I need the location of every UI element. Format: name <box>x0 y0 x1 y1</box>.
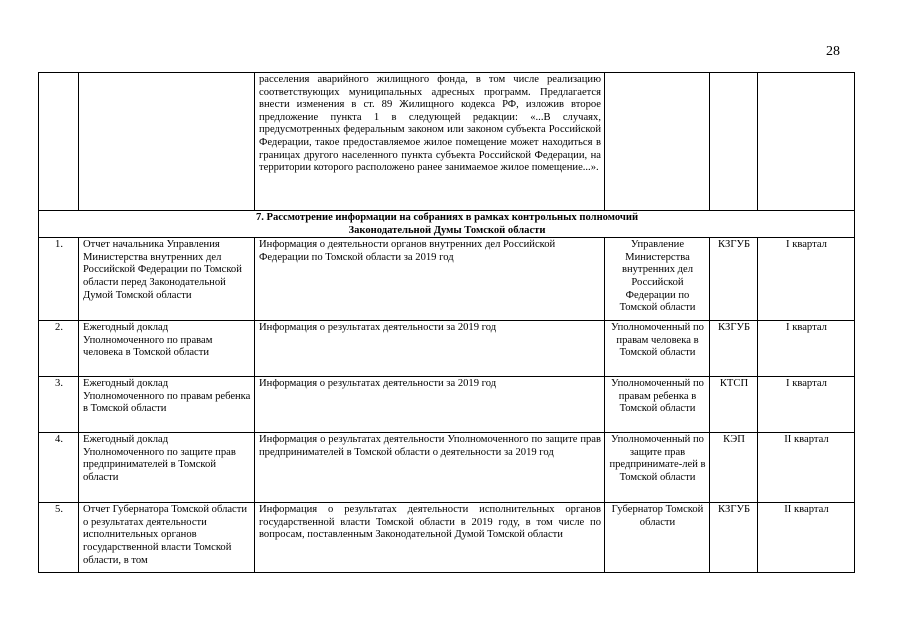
row-responsible: Уполномоченный по защите прав предпринимате-лей в Томской области <box>605 433 710 503</box>
row-committee: КЗГУБ <box>710 321 758 377</box>
row-title: Ежегодный доклад Уполномоченного по правам человека в Томской области <box>79 321 255 377</box>
row-period: I квартал <box>758 321 855 377</box>
table-row <box>39 238 855 321</box>
row-number: 2. <box>39 321 79 377</box>
row-number: 3. <box>39 377 79 433</box>
row-responsible: Управление Министерства внутренних дел Российской Федерации по Томской области <box>605 238 710 321</box>
row-number: 1. <box>39 238 79 321</box>
section-title-line2: Законодательной Думы Томской области <box>348 224 546 236</box>
section-header-row <box>39 211 855 238</box>
row-title: Ежегодный доклад Уполномоченного по правам ребенка в Томской области <box>79 377 255 433</box>
row-responsible: Уполномоченный по правам человека в Томской области <box>605 321 710 377</box>
row-content: Информация о результатах деятельности Уполномоченного по защите прав предпринимателей в Томской области о деятельности за 2019 год <box>255 433 605 503</box>
row-content: Информация о результатах деятельности за 2019 год <box>255 377 605 433</box>
row-number: 5. <box>39 503 79 573</box>
table-row <box>39 433 855 503</box>
row-content: Информация о результатах деятельности исполнительных органов государственной власти Томской области в 2019 году, в том числе по вопросам, поставленным Законодательной Думой Томской области <box>255 503 605 573</box>
section-title <box>39 211 855 238</box>
row-title: Отчет Губернатора Томской области о результатах деятельности исполнительных органов государственной власти Томской области, в том <box>79 503 255 573</box>
row-responsible: Губернатор Томской области <box>605 503 710 573</box>
row-number: 4. <box>39 433 79 503</box>
table-row <box>39 377 855 433</box>
continuation-row <box>39 73 855 211</box>
row-period: I квартал <box>758 377 855 433</box>
continuation-text: расселения аварийного жилищного фонда, в том числе реализацию соответствующих муниципальных адресных программ. Предлагается внести изменения в ст. 89 Жилищного кодекса РФ, изложив второе предложение пункта 1 в следующей редакции: «...В случаях, предусмотренных федеральным законом или законом субъекта Российской Федерации, такое предоставляемое жилое помещение может находиться в границах другого населенного пункта субъекта Российской Федерации, на территории которого расположено ранее занимаемое жилое помещение...». <box>255 73 605 211</box>
row-committee: КТСП <box>710 377 758 433</box>
row-committee: КЗГУБ <box>710 238 758 321</box>
page-number: 28 <box>826 44 840 59</box>
row-content: Информация о деятельности органов внутренних дел Российской Федерации по Томской области за 2019 год <box>255 238 605 321</box>
row-period: II квартал <box>758 433 855 503</box>
row-period: I квартал <box>758 238 855 321</box>
table-row <box>39 321 855 377</box>
table-row <box>39 503 855 573</box>
row-title: Отчет начальника Управления Министерства внутренних дел Российской Федерации по Томской области перед Законодательной Думой Томской области <box>79 238 255 321</box>
row-title: Ежегодный доклад Уполномоченного по защите прав предпринимателей в Томской области <box>79 433 255 503</box>
row-committee: КЭП <box>710 433 758 503</box>
row-committee: КЗГУБ <box>710 503 758 573</box>
section-title-line1: 7. Рассмотрение информации на собраниях в рамках контрольных полномочий <box>255 212 639 223</box>
plan-table <box>38 72 855 573</box>
row-responsible: Уполномоченный по правам ребенка в Томской области <box>605 377 710 433</box>
row-period: II квартал <box>758 503 855 573</box>
row-content: Информация о результатах деятельности за 2019 год <box>255 321 605 377</box>
